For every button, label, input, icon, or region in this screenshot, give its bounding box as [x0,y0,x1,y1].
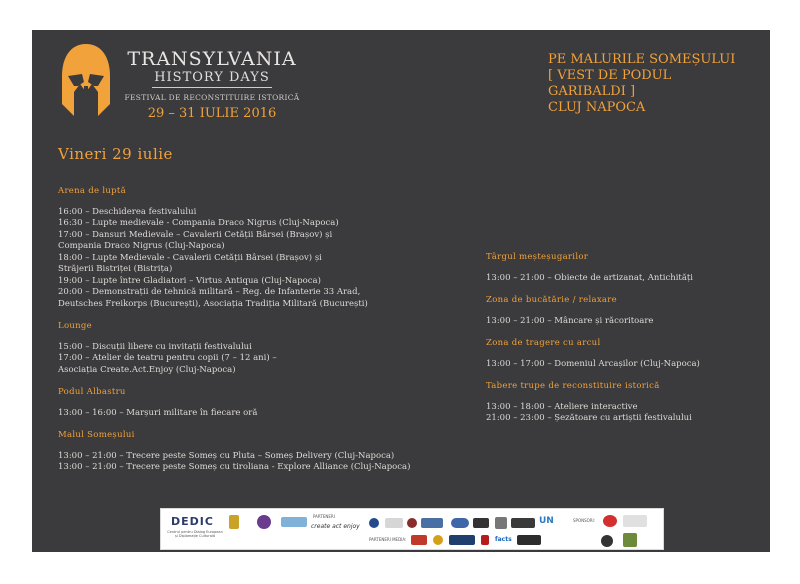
schedule-line: 16:30 – Lupte medievale - Compania Draco Nigrus (Cluj-Napoca) [58,218,339,228]
schedule-line: 13:00 – 18:00 – Ateliere interactive [486,401,638,412]
sponsor-logo [623,533,637,547]
schedule-line: 19:00 – Lupte între Gladiatori – Virtus Antiqua (Cluj-Napoca) [58,275,321,286]
spartan-helmet-icon [60,42,112,122]
sponsor-logo [603,515,617,527]
schedule-line: Compania Draco Nigrus (Cluj-Napoca) [58,241,225,251]
venue-line-2: [ VEST DE PODUL GARIBALDI ] [548,68,672,99]
facts-logo: facts [495,536,512,543]
partner-logo [421,518,443,528]
section-title: Tabere trupe de reconstituire istorică [486,381,660,391]
schedule-section [486,338,756,370]
section-title: Podul Albastru [58,387,126,397]
partner-logo [407,518,417,528]
venue-line-3: CLUJ NAPOCA [548,100,646,115]
schedule-line: 13:00 – 17:00 – Domeniul Arcașilor (Cluj-Napoca) [486,358,700,369]
venue-line-1: PE MALURILE SOMEȘULUI [548,52,736,67]
schedule-line: 17:00 – Dansuri Medievale – Cavalerii Cetății Bârsei (Brașov) și [58,229,333,240]
schedule-section [58,387,478,419]
partner-logo [495,517,507,529]
schedule-line: 17:00 – Atelier de teatru pentru copii (7 – 12 ani) – [58,353,277,363]
media-logo [433,535,443,545]
section-title: Lounge [58,321,92,331]
media-logo [449,535,475,545]
venue-info [548,52,738,116]
schedule-line: 18:00 – Lupte Medievale - Cavalerii Cetății Bârsei (Brașov) și [58,252,322,263]
festival-subtitle: HISTORY DAYS [154,70,270,85]
dedic-logo: DEDIC [171,515,214,528]
schedule-line: Deutsches Freikorps (București), Asociația Tradiția Militară (București) [58,298,368,309]
schedule-section [486,295,756,327]
schedule-line: 15:00 – Discuții libere cu invitații festivalului [58,341,252,352]
partner-logo [451,518,469,528]
section-title: Malul Someșului [58,430,135,440]
sponsor-logo [623,515,647,527]
schedule-line: Străjerii Bistriței (Bistrița) [58,264,173,274]
title-divider [152,87,272,88]
schedule-line: 13:00 – 21:00 – Trecere peste Someș cu Pluta – Someș Delivery (Cluj-Napoca) [58,450,395,461]
un-logo: UN [539,516,554,526]
schedule-line: 13:00 – 21:00 – Obiecte de artizanat, Antichități [486,272,694,283]
schedule-section [58,186,478,310]
schedule-left-column [58,186,478,485]
partner-logo [281,517,307,527]
partners-label: PARTENERI [313,514,335,519]
sponsor-bar [160,508,664,550]
schedule-section [486,252,756,284]
media-logo [411,535,427,545]
schedule-line: 21:00 – 23:00 – Șezătoare cu artiștii festivalului [486,413,692,423]
partner-logo [369,518,379,528]
schedule-section [58,321,478,376]
schedule-line: 16:00 – Deschiderea festivalului [58,206,197,217]
schedule-section [58,430,478,474]
coat-of-arms-logo [229,515,239,529]
section-title: Târgul meșteșugarilor [486,252,589,262]
schedule-line: 20:00 – Demonstrații de tehnică militară – Reg. de Infanterie 33 Arad, [58,287,361,297]
sponsors-label: SPONSORI: [573,518,596,523]
crest-logo [257,515,271,529]
section-title: Zona de bucătărie / relaxare [486,295,617,305]
schedule-line: 13:00 – 21:00 – Trecere peste Someș cu tiroliana - Explore Alliance (Cluj-Napoca) [58,462,411,472]
media-logo [517,535,541,545]
festival-poster [32,30,770,552]
schedule-right-column [486,252,756,436]
media-logo [481,535,489,545]
media-partners-label: PARTENERI MEDIA: [369,537,407,542]
schedule-line: 13:00 – 21:00 – Mâncare și răcoritoare [486,315,654,326]
schedule-line: Asociația Create.Act.Enjoy (Cluj-Napoca) [58,364,236,375]
schedule-section [486,381,756,425]
partner-logo [385,518,403,528]
partner-logo [511,518,535,528]
partner-logo [473,518,489,528]
sponsor-logo [601,535,613,547]
festival-tagline: FESTIVAL DE RECONSTITUIRE ISTORICĂ [124,93,300,102]
festival-title: TRANSYLVANIA [127,48,297,70]
section-title: Zona de tragere cu arcul [486,338,601,348]
festival-dates: 29 – 31 IULIE 2016 [147,106,277,121]
schedule-line: 13:00 – 16:00 – Marșuri militare în fiecare oră [58,407,258,418]
create-act-enjoy-logo: create act enjoy [311,523,360,530]
day-title: Vineri 29 iulie [58,145,173,163]
dedic-subtitle: Centrul pentru Dialog European și Diplomație Culturală [167,530,223,538]
section-title: Arena de luptă [58,186,126,196]
